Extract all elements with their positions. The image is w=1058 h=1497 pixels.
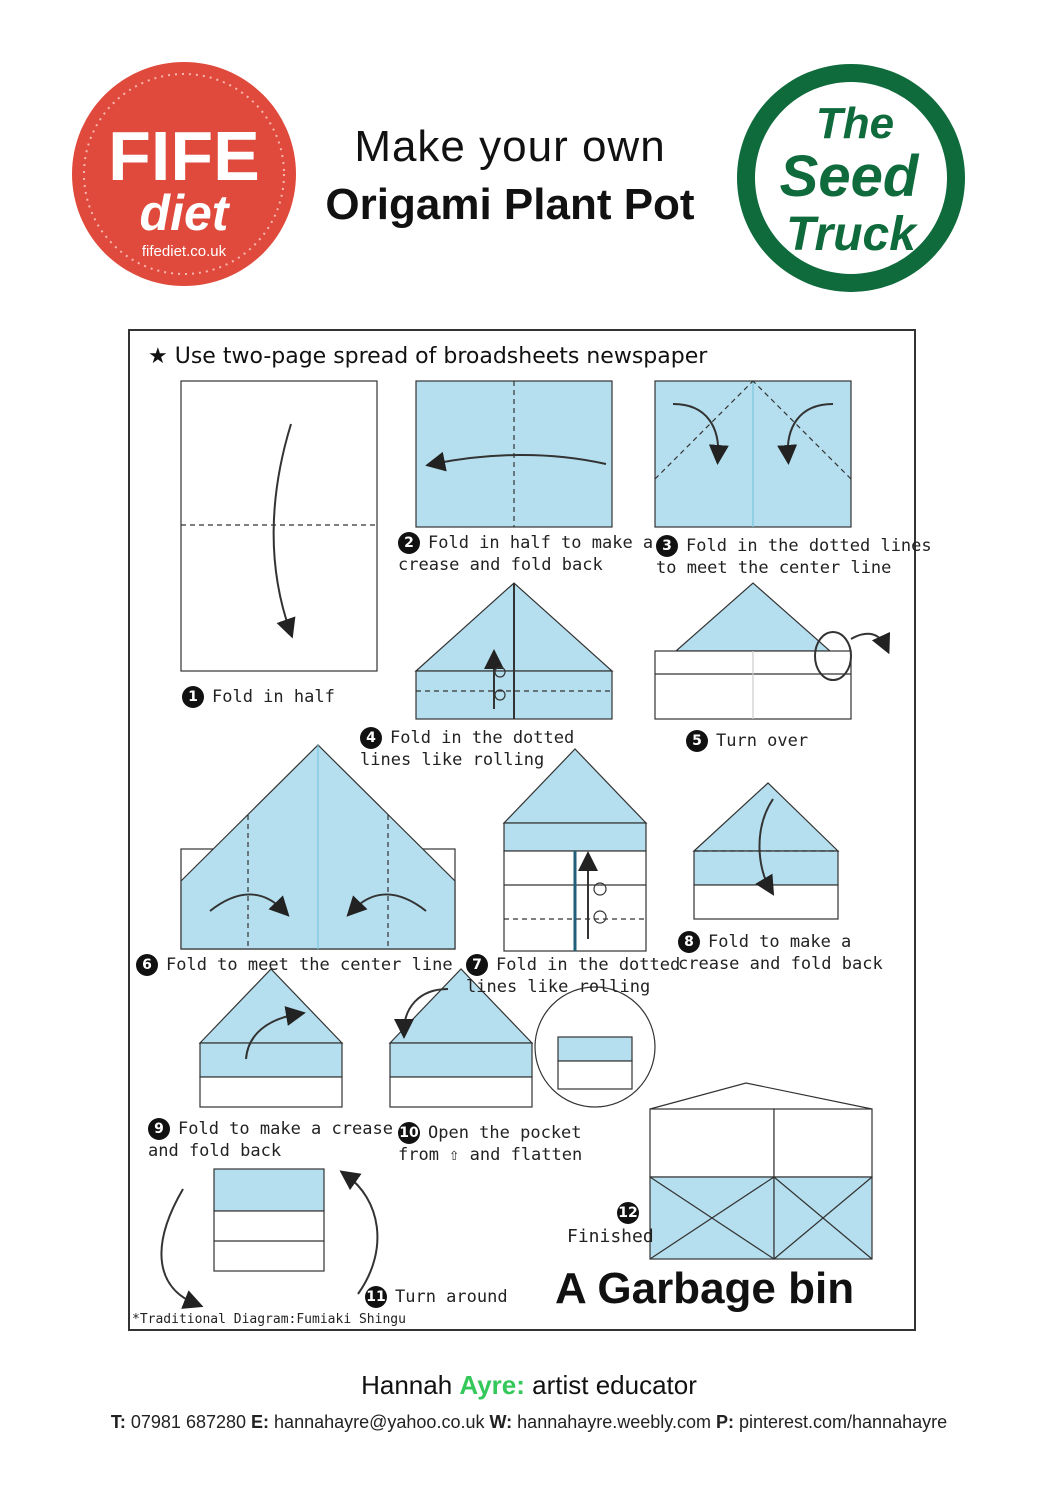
step1-sheet — [181, 381, 377, 671]
step-6-label: 6 Fold to meet the center line — [136, 954, 453, 976]
step-1-label: 1 Fold in half — [182, 686, 335, 708]
fife-diet-logo — [70, 60, 300, 288]
step-7-label: 7 Fold in the dotted lines like rolling — [466, 955, 681, 997]
phone-number: 07981 687280 — [130, 1412, 247, 1432]
diagram-headline: ★ Use two-page spread of broadsheets newspaper — [148, 344, 708, 369]
email-link[interactable]: hannahayre@yahoo.co.uk — [274, 1412, 485, 1432]
step11-shape — [214, 1169, 324, 1211]
step-5-label: 5 Turn over — [686, 730, 808, 752]
step-11-label: 11 Turn around — [366, 1287, 508, 1307]
step-2-label: 2 Fold in half to make a crease and fold back — [398, 533, 654, 575]
author-last-name: Ayre: — [459, 1370, 525, 1400]
step-4-label: 4 Fold in the dotted lines like rolling — [360, 728, 575, 770]
page-title-line1: Make your own — [354, 122, 666, 171]
origami-step-illustrations — [128, 329, 916, 1331]
svg-text:Seed: Seed — [779, 144, 919, 209]
svg-text:diet: diet — [139, 185, 229, 241]
page-title-line2: Origami Plant Pot — [325, 180, 695, 229]
contact-line: T: 07981 687280 E: hannahayre@yahoo.co.uk W: hannahayre.weebly.com P: pinterest.com/hannahayre — [110, 1412, 948, 1432]
step-10-label: 10 Open the pocket from ⇧ and flatten — [398, 1123, 583, 1165]
seed-truck-logo — [735, 62, 967, 294]
step-9-label: 9 Fold to make a crease and fold back — [148, 1119, 393, 1161]
svg-text:Truck: Truck — [786, 208, 916, 261]
step8-shape — [694, 783, 838, 851]
star-icon: ★ — [148, 344, 168, 369]
author-line — [0, 1370, 1058, 1401]
pinterest-link[interactable]: pinterest.com/hannahayre — [738, 1412, 948, 1432]
svg-text:The: The — [815, 99, 895, 148]
step-3-label: 3 Fold in the dotted lines to meet the center line — [656, 536, 932, 578]
website-link[interactable]: hannahayre.weebly.com — [517, 1412, 711, 1432]
svg-text:FIFE: FIFE — [108, 117, 260, 195]
author-role: artist educator — [532, 1370, 697, 1400]
result-title: A Garbage bin — [555, 1264, 855, 1313]
step5-shape — [676, 583, 830, 651]
step-12-number: 12 — [617, 1202, 647, 1224]
svg-text:fifediet.co.uk: fifediet.co.uk — [141, 243, 227, 260]
step-12-label: Finished — [567, 1226, 654, 1247]
step9-shape — [200, 969, 342, 1043]
step-8-label: 8 Fold to make a crease and fold back — [678, 932, 883, 974]
diagram-credit: *Traditional Diagram:Fumiaki Shingu — [132, 1312, 406, 1327]
author-first-name: Hannah — [361, 1370, 453, 1400]
